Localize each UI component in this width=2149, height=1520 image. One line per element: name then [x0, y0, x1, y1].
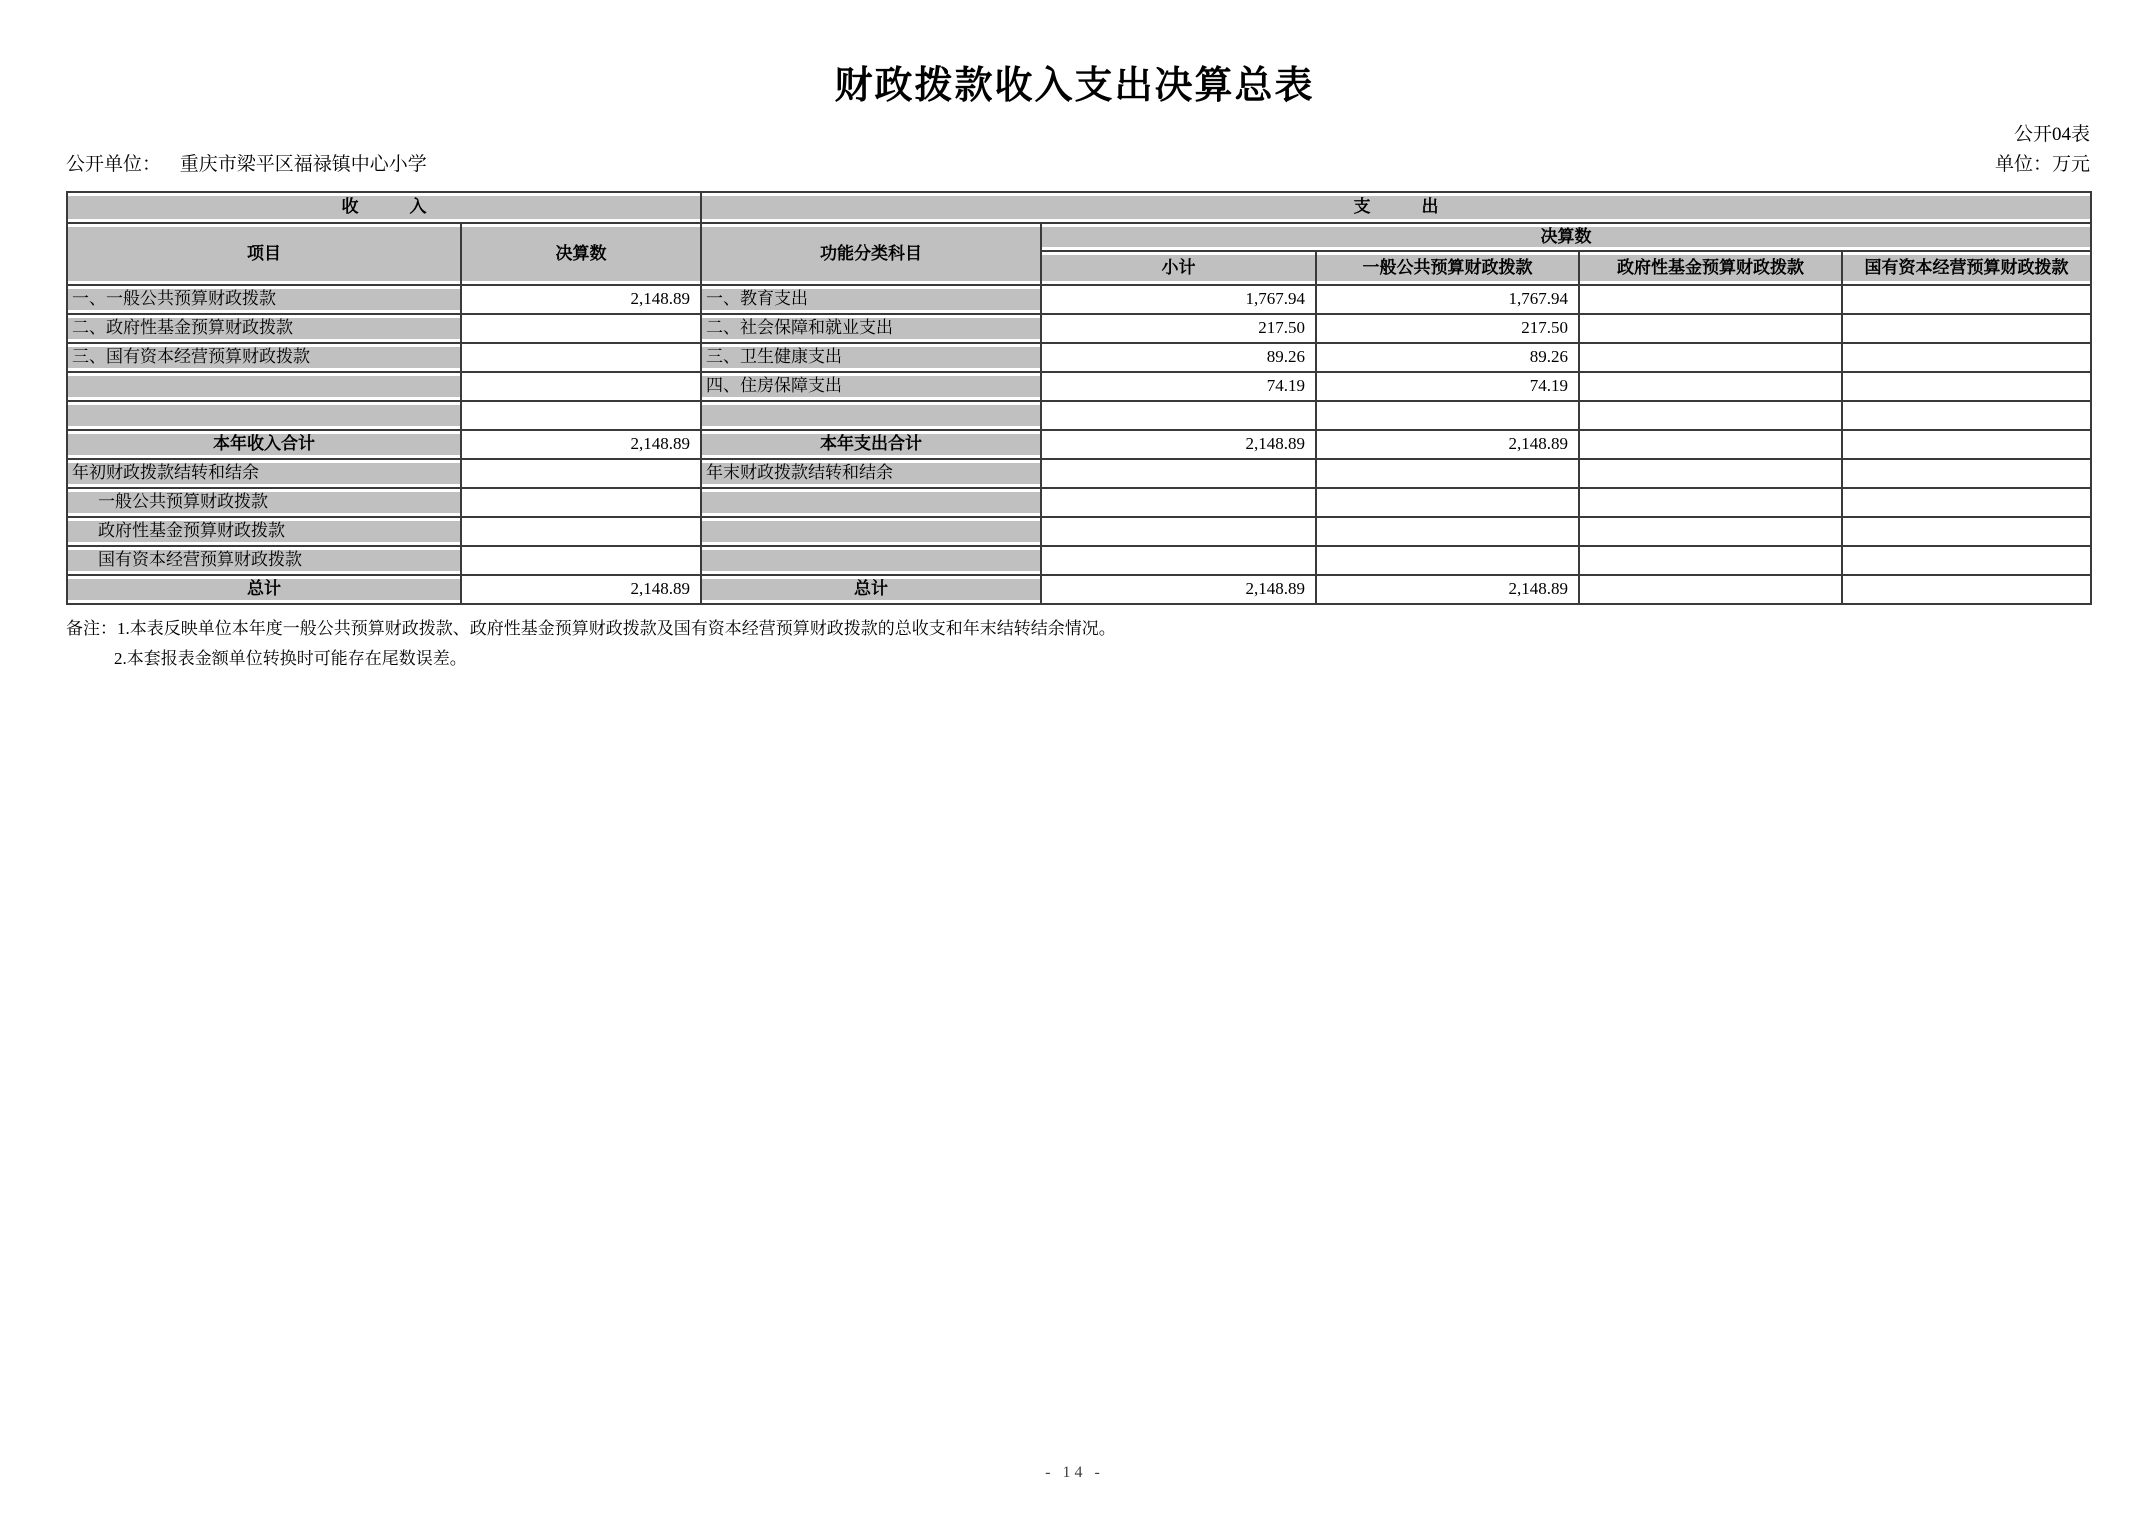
income-value-cell — [461, 343, 701, 372]
expense-general-budget-cell — [1316, 401, 1579, 430]
expense-gov-fund-cell — [1579, 546, 1842, 575]
income-item-cell — [67, 401, 461, 430]
expense-general-budget-cell — [1316, 459, 1579, 488]
page-title: 财政拨款收入支出决算总表 — [834, 65, 1315, 107]
gov-fund-budget-column-header: 政府性基金预算财政拨款 — [1579, 251, 1842, 285]
expense-subtotal-cell — [1041, 401, 1316, 430]
expense-gov-fund-cell — [1579, 285, 1842, 314]
expense-general-budget-cell: 89.26 — [1316, 343, 1579, 372]
table-row — [67, 575, 2091, 604]
expense-state-capital-cell — [1842, 372, 2091, 401]
expense-state-capital-cell — [1842, 459, 2091, 488]
income-section-header: 收 入 — [67, 192, 701, 223]
income-item-cell: 国有资本经营预算财政拨款 — [67, 546, 461, 575]
general-budget-column-header: 一般公共预算财政拨款 — [1316, 251, 1579, 285]
income-value-cell: 2,148.89 — [461, 430, 701, 459]
expense-item-cell — [701, 517, 1041, 546]
expense-general-budget-cell: 1,767.94 — [1316, 285, 1579, 314]
section-header-row — [67, 192, 2091, 223]
table-row — [67, 285, 2091, 314]
income-item-cell: 一、一般公共预算财政拨款 — [67, 285, 461, 314]
expense-subtotal-cell — [1041, 459, 1316, 488]
expense-subtotal-cell — [1041, 517, 1316, 546]
column-header-row-1 — [67, 223, 2091, 251]
expense-state-capital-cell — [1842, 517, 2091, 546]
expense-state-capital-cell — [1842, 285, 2091, 314]
income-value-cell — [461, 459, 701, 488]
income-value-cell — [461, 401, 701, 430]
table-row — [67, 517, 2091, 546]
income-value-cell — [461, 488, 701, 517]
expense-subtotal-cell: 2,148.89 — [1041, 430, 1316, 459]
table-row — [67, 430, 2091, 459]
expense-general-budget-cell: 74.19 — [1316, 372, 1579, 401]
expense-gov-fund-cell — [1579, 517, 1842, 546]
expense-subtotal-cell: 89.26 — [1041, 343, 1316, 372]
table-row — [67, 459, 2091, 488]
expense-state-capital-cell — [1842, 430, 2091, 459]
expense-item-cell — [701, 401, 1041, 430]
expense-gov-fund-cell — [1579, 575, 1842, 604]
income-value-cell: 2,148.89 — [461, 575, 701, 604]
expense-item-cell — [701, 546, 1041, 575]
final-amount-column-header: 决算数 — [461, 223, 701, 285]
unit-of-measure: 单位：万元 — [1994, 154, 2090, 175]
table-body — [67, 285, 2091, 604]
table-row — [67, 372, 2091, 401]
income-value-cell — [461, 517, 701, 546]
table-code: 公开04表 — [2013, 124, 2090, 145]
table-row — [67, 488, 2091, 517]
expense-item-cell: 二、社会保障和就业支出 — [701, 314, 1041, 343]
fiscal-summary-table — [66, 191, 2092, 605]
income-value-cell: 2,148.89 — [461, 285, 701, 314]
expense-subtotal-cell: 217.50 — [1041, 314, 1316, 343]
note-line: 2.本套报表金额单位转换时可能存在尾数误差。 — [114, 649, 467, 668]
table-row — [67, 314, 2091, 343]
expense-item-cell: 四、住房保障支出 — [701, 372, 1041, 401]
income-item-cell: 三、国有资本经营预算财政拨款 — [67, 343, 461, 372]
income-item-cell: 一般公共预算财政拨款 — [67, 488, 461, 517]
table-row — [67, 343, 2091, 372]
note-line: 备注：1.本表反映单位本年度一般公共预算财政拨款、政府性基金预算财政拨款及国有资本经营预算财政拨款的总收支和年末结转结余情况。 — [66, 619, 1116, 638]
expense-general-budget-cell: 2,148.89 — [1316, 575, 1579, 604]
income-item-cell: 政府性基金预算财政拨款 — [67, 517, 461, 546]
expense-state-capital-cell — [1842, 343, 2091, 372]
expense-general-budget-cell: 2,148.89 — [1316, 430, 1579, 459]
expense-item-cell — [701, 488, 1041, 517]
expense-gov-fund-cell — [1579, 459, 1842, 488]
state-capital-budget-column-header: 国有资本经营预算财政拨款 — [1842, 251, 2091, 285]
expense-item-cell: 一、教育支出 — [701, 285, 1041, 314]
expense-state-capital-cell — [1842, 401, 2091, 430]
meta-row — [66, 149, 2090, 176]
expense-state-capital-cell — [1842, 488, 2091, 517]
income-value-cell — [461, 372, 701, 401]
expense-gov-fund-cell — [1579, 314, 1842, 343]
expense-general-budget-cell: 217.50 — [1316, 314, 1579, 343]
expense-subtotal-cell: 1,767.94 — [1041, 285, 1316, 314]
expense-subtotal-cell: 74.19 — [1041, 372, 1316, 401]
expense-subtotal-cell: 2,148.89 — [1041, 575, 1316, 604]
expense-final-amount-header: 决算数 — [1041, 223, 2091, 251]
income-value-cell — [461, 546, 701, 575]
public-unit-label: 公开单位： — [66, 154, 162, 175]
expense-gov-fund-cell — [1579, 372, 1842, 401]
expense-subtotal-cell — [1041, 488, 1316, 517]
expense-item-cell: 总计 — [701, 575, 1041, 604]
item-column-header: 项目 — [67, 223, 461, 285]
function-category-column-header: 功能分类科目 — [701, 223, 1041, 285]
income-value-cell — [461, 314, 701, 343]
page-number: - 14 - — [1045, 1464, 1104, 1481]
expense-state-capital-cell — [1842, 575, 2091, 604]
expense-gov-fund-cell — [1579, 401, 1842, 430]
expense-general-budget-cell — [1316, 517, 1579, 546]
expense-section-header: 支 出 — [701, 192, 2091, 223]
income-item-cell: 年初财政拨款结转和结余 — [67, 459, 461, 488]
expense-subtotal-cell — [1041, 546, 1316, 575]
table-row — [67, 546, 2091, 575]
expense-gov-fund-cell — [1579, 488, 1842, 517]
expense-item-cell: 年末财政拨款结转和结余 — [701, 459, 1041, 488]
content-area — [66, 119, 2090, 674]
expense-state-capital-cell — [1842, 546, 2091, 575]
public-unit-line — [66, 149, 427, 176]
expense-general-budget-cell — [1316, 546, 1579, 575]
expense-general-budget-cell — [1316, 488, 1579, 517]
expense-gov-fund-cell — [1579, 430, 1842, 459]
income-item-cell: 总计 — [67, 575, 461, 604]
public-unit-name: 重庆市梁平区福禄镇中心小学 — [179, 154, 427, 175]
notes-block — [66, 614, 2090, 674]
table-row — [67, 401, 2091, 430]
expense-gov-fund-cell — [1579, 343, 1842, 372]
income-item-cell: 本年收入合计 — [67, 430, 461, 459]
income-item-cell: 二、政府性基金预算财政拨款 — [67, 314, 461, 343]
income-item-cell — [67, 372, 461, 401]
expense-item-cell: 本年支出合计 — [701, 430, 1041, 459]
subtotal-column-header: 小计 — [1041, 251, 1316, 285]
expense-item-cell: 三、卫生健康支出 — [701, 343, 1041, 372]
expense-state-capital-cell — [1842, 314, 2091, 343]
